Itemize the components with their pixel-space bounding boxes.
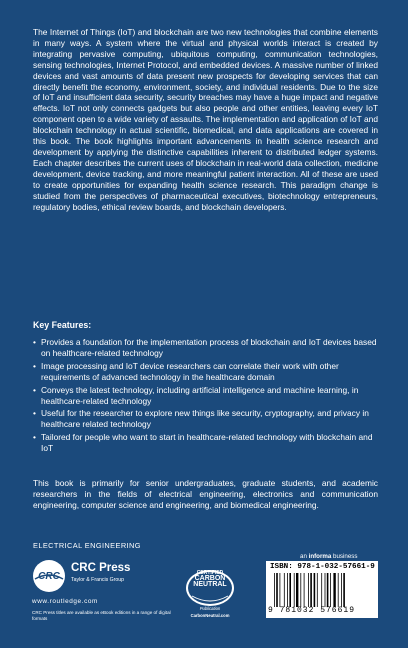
barcode-bar	[284, 573, 285, 607]
carbon-line-neutral: NEUTRAL	[193, 581, 227, 588]
crc-logo-text: CRC	[38, 571, 60, 582]
barcode-bar	[296, 573, 298, 607]
barcode-bar	[327, 573, 329, 607]
barcode-bar	[333, 573, 335, 607]
barcode-digits: 9 781032 576619	[268, 606, 356, 615]
publisher-group: Taylor & Francis Group	[71, 577, 125, 583]
barcode-bar	[287, 573, 288, 607]
feature-item: • Useful for the researcher to explore new things like security, cryptography, and privacy in healthcare related technology	[33, 408, 378, 430]
audience-paragraph: This book is primarily for senior undergraduates, graduate students, and academic researchers in the fields of electrical engineering, electronics and communication engineering, computer science and engineering, and biomedical engineering.	[33, 478, 378, 510]
barcode-bar	[325, 573, 326, 607]
carbon-line-certified: CERTIFIED	[196, 570, 224, 576]
feature-item: • Provides a foundation for the implementation process of blockchain and IoT devices based on healthcare-related technology	[33, 337, 378, 359]
barcode-bar	[274, 573, 275, 607]
barcode-bar	[317, 573, 318, 607]
feature-item: • Tailored for people who want to start in healthcare-related technology with blockchain and IoT	[33, 432, 378, 454]
carbon-publication: Publication	[199, 606, 221, 611]
barcode-bar	[330, 573, 331, 607]
barcode-bar	[280, 573, 281, 607]
barcode-bar	[321, 573, 322, 607]
barcode-bar	[341, 573, 342, 607]
feature-item: • Conveys the latest technology, including artificial intelligence and machine learning, in healthcare-related technology	[33, 385, 378, 407]
publisher-url: www.routledge.com	[32, 598, 98, 605]
ebook-note: CRC Press titles are available as eBook editions in a range of digital formats	[32, 610, 171, 622]
isbn-label: ISBN: 978-1-032-57661-9	[270, 563, 375, 571]
barcode-bar	[343, 573, 345, 607]
barcode-bar	[276, 573, 278, 607]
barcode-bar	[338, 573, 339, 607]
informa-suffix: business	[331, 553, 358, 560]
informa-prefix: an	[300, 553, 309, 560]
barcode-bar	[308, 573, 309, 607]
subject-category: ELECTRICAL ENGINEERING	[33, 541, 141, 550]
barcode-bar	[304, 573, 305, 607]
intro-paragraph: The Internet of Things (IoT) and blockchain are two new technologies that combine elements in many ways. A system where the virtual and physical worlds interact is created by integrating pervasive computing, ubiquitous computing, communication technologies, sensing technologies, Internet Protocol, and embedded devices. A massive number of linked devices and vast amounts of data present new prospects for developing services that can directly benefit the economy, environment, society, and individual residents. Due to the size of IoT and insufficient data security, security breaches may have a huge impact and negative effects. IoT not only connects gadgets but also people and other entities, leaving every IoT component open to a wide variety of assaults. The implementation and application of IoT and blockchain technology in actual scientific, biomedical, and data applications are covered in this book. The book highlights important advancements in health science research and development by applying the distinctive capabilities inherent to distributed ledger systems. Each chapter describes the current uses of blockchain in real-world data collection, medicine development, device tracking, and more meaningful patient interaction. All of these are used to create opportunities for expanding health science research. This paradigm change is studied from the perspectives of pharmaceutical executives, biotechnology entrepreneurs, regulatory bodies, ethical review boards, and blockchain developers.	[33, 27, 378, 212]
barcode-box	[266, 561, 378, 618]
barcode-bar	[300, 573, 301, 607]
carbon-url: CarbonNeutral.com	[190, 613, 230, 618]
barcode-bar	[314, 573, 316, 607]
informa-brand: informa	[308, 553, 332, 560]
crc-logo-icon	[32, 559, 66, 593]
feature-item: • Image processing and IoT device researchers can correlate their work with other requirements of advanced technology in the healthcare domain	[33, 361, 378, 383]
key-features-title: Key Features:	[33, 320, 92, 330]
barcode-bar	[289, 573, 291, 607]
barcode-bar	[294, 573, 295, 607]
informa-business	[300, 553, 357, 560]
carbon-line-carbon: CARBON	[194, 575, 226, 582]
key-features-list	[33, 337, 378, 456]
barcode-icon	[274, 573, 374, 607]
publisher-name: CRC Press	[71, 562, 131, 574]
barcode-bar	[310, 573, 312, 607]
carbon-neutral-label	[184, 570, 236, 588]
